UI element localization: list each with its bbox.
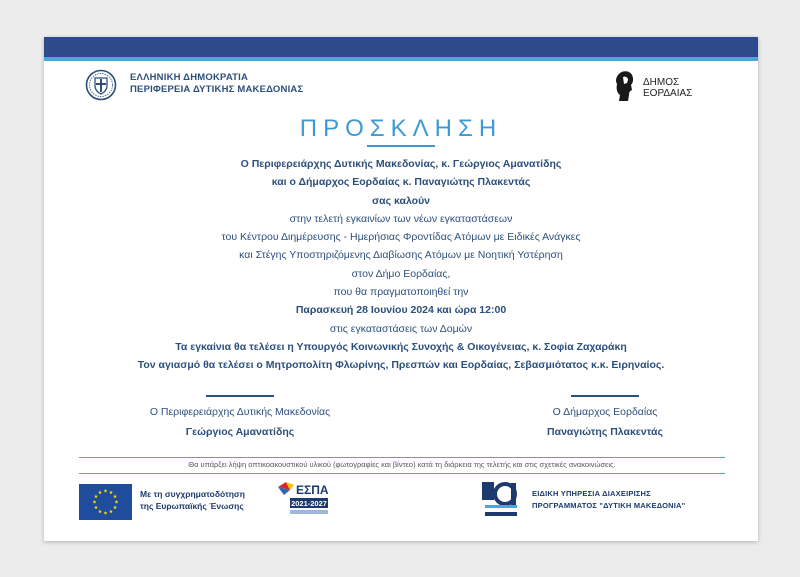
footer-divider-top: [79, 457, 725, 458]
ey-line-2: ΠΡΟΓΡΑΜΜΑΤΟΣ "ΔΥΤΙΚΗ ΜΑΚΕΔΟΝΙΑ": [532, 501, 686, 510]
managing-authority-logo-icon: [481, 481, 521, 521]
right-signature-title: Ο Δήμαρχος Εορδαίας: [552, 406, 658, 418]
managing-authority-text: [532, 488, 685, 512]
eu-flag-icon: [79, 484, 132, 520]
right-signature-name: Παναγιώτης Πλακεντάς: [547, 426, 663, 438]
media-notice: Θα υπάρξει λήψη οπτικοακουστικού υλικού (φωτογραφίες και βίντεο) κατά τη διάρκεια της τελετής και στις σχετικές ανακοινώσεις.: [188, 460, 616, 469]
eu-line-2: της Ευρωπαϊκής Ένωσης: [140, 501, 244, 511]
left-signature: [110, 402, 370, 442]
body-line-12: Τον αγιασμό θα τελέσει ο Μητροπολίτη Φλωρίνης, Πρεσπών και Εορδαίας, Σεβασμιότατος κ.κ. Ειρηναίος.: [137, 359, 665, 372]
left-signature-title: Ο Περιφερειάρχης Δυτικής Μακεδονίας: [149, 406, 331, 418]
municipality-line-2: ΕΟΡΔΑΙΑΣ: [643, 88, 693, 99]
right-signature-line: [571, 395, 639, 397]
invitation-body: [44, 155, 758, 375]
page-title: ΠΡΟΣΚΛΗΣΗ: [299, 115, 503, 142]
espa-logo-icon: [276, 481, 330, 517]
body-line-2: και ο Δήμαρχος Εορδαίας κ. Παναγιώτης Πλακεντάς: [271, 176, 531, 189]
body-line-7: στον Δήμο Εορδαίας,: [351, 267, 451, 280]
eu-line-1: Με τη συγχρηματοδότηση: [140, 489, 245, 499]
body-line-3: σας καλούν: [371, 194, 431, 207]
event-date: Παρασκευή 28 Ιουνίου 2024 και ώρα 12:00: [295, 304, 507, 317]
right-signature: [505, 402, 705, 442]
top-bar: [44, 37, 758, 57]
body-line-10: στις εγκαταστάσεις των Δομών: [329, 322, 473, 335]
body-line-1: Ο Περιφερειάρχης Δυτικής Μακεδονίας, κ. Γεώργιος Αμανατίδης: [240, 158, 562, 170]
body-line-6: και Στέγης Υποστηριζόμενης Διαβίωσης Ατόμων με Νοητική Υστέρηση: [239, 249, 563, 262]
body-line-4: στην τελετή εγκαινίων των νέων εγκαταστάσεων: [289, 212, 513, 225]
organization-name: [130, 72, 303, 96]
body-line-8: που θα πραγματοποιηθεί την: [333, 286, 469, 299]
footer-divider-bottom: [79, 473, 725, 474]
org-line-2: ΠΕΡΙΦΕΡΕΙΑ ΔΥΤΙΚΗΣ ΜΑΚΕΔΟΝΙΑΣ: [130, 84, 304, 95]
top-accent-line: [44, 57, 758, 61]
left-signature-name: Γεώργιος Αμανατίδης: [185, 426, 295, 438]
org-line-1: ΕΛΛΗΝΙΚΗ ΔΗΜΟΚΡΑΤΙΑ: [130, 72, 249, 83]
municipality-line-1: ΔΗΜΟΣ: [643, 77, 680, 88]
body-line-5: του Κέντρου Διημέρευσης - Ημερήσιας Φροντίδας Ατόμων με Ειδικές Ανάγκες: [221, 231, 581, 244]
title-underline: [367, 145, 435, 147]
espa-years: 2021-2027: [291, 499, 327, 508]
ey-line-1: ΕΙΔΙΚΗ ΥΠΗΡΕΣΙΑ ΔΙΑΧΕΙΡΙΣΗΣ: [532, 489, 651, 498]
eu-funding-text: [140, 488, 245, 512]
espa-name: ΕΣΠΑ: [296, 483, 329, 497]
municipality-name: [643, 77, 692, 99]
invitation-card: [44, 37, 758, 541]
body-line-11: Τα εγκαίνια θα τελέσει η Υπουργός Κοινωνικής Συνοχής & Οικογένειας, κ. Σοφία Ζαχαράκη: [175, 340, 627, 353]
greek-emblem-icon: [85, 69, 117, 101]
left-signature-line: [206, 395, 274, 397]
